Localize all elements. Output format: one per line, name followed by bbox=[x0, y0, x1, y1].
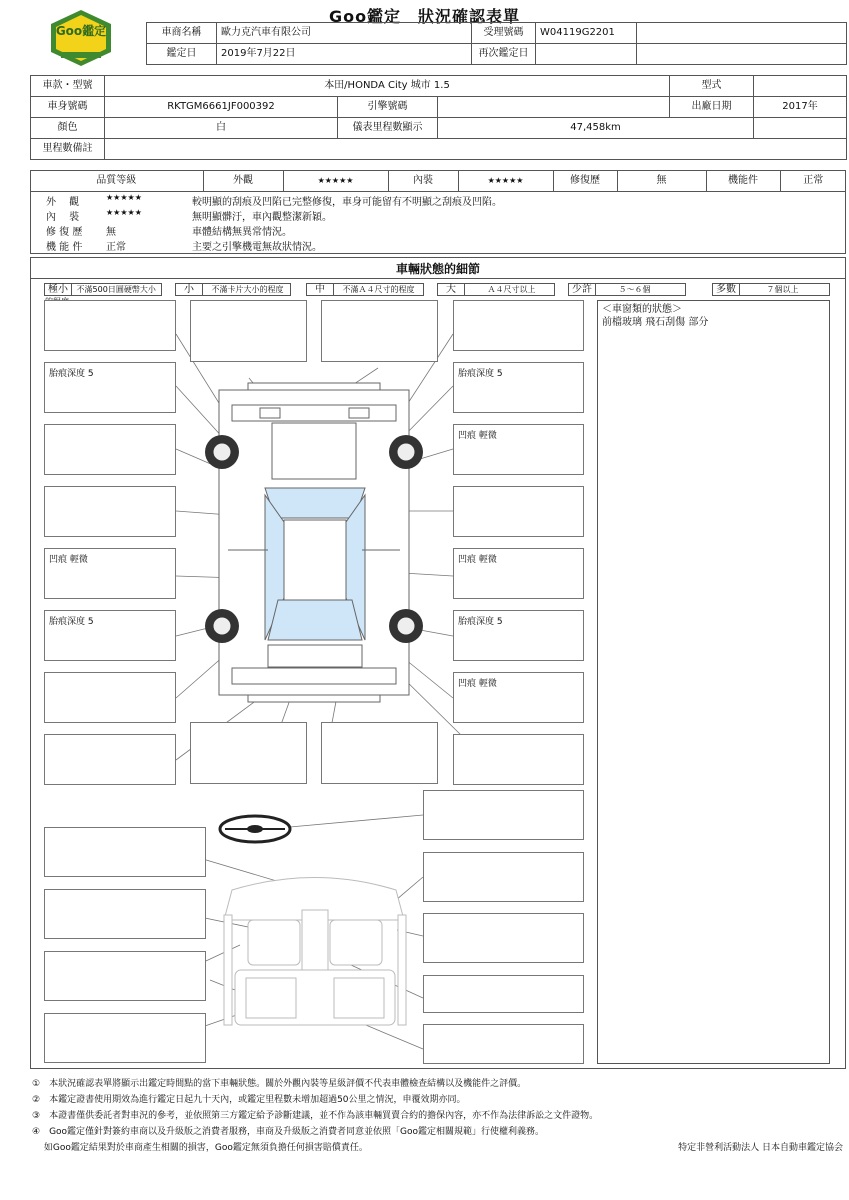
note-4: ④ Goo鑑定僅針對簽約車商以及升級版之消費者服務，車商及升級版之消費者同意並依照「Goo鑑定相關規範」行使權利義務。 bbox=[32, 1127, 545, 1137]
diagram-box-top-2 bbox=[321, 300, 438, 362]
note-2: ② 本鑑定證書使用期效為進行鑑定日起九十天內，或鑑定里程數未增加超過50公里之情況，申覆效期亦同。 bbox=[32, 1095, 466, 1105]
diagram-box-right-5 bbox=[453, 548, 584, 599]
box-text: 胎痕深度 5 bbox=[49, 617, 94, 627]
interior-box-left-4 bbox=[44, 1013, 206, 1063]
diagram-box-right-1 bbox=[453, 300, 584, 351]
legend-item-tiny: 極小 不滿500日圓硬幣大小 bbox=[44, 283, 162, 296]
year-value: 2017年 bbox=[754, 97, 847, 118]
diagram-box-left-7 bbox=[44, 672, 176, 723]
diagram-box-left-2 bbox=[44, 362, 176, 413]
windows-status-title: ＜車窗類的狀態＞ bbox=[602, 304, 682, 315]
diagram-box-left-4 bbox=[44, 486, 176, 537]
interior-box-right-4 bbox=[423, 975, 584, 1013]
detail-label: 外 觀 bbox=[46, 197, 80, 208]
function-label: 機能件 bbox=[706, 171, 780, 192]
color-value: 白 bbox=[105, 118, 338, 139]
date-value: 2019年7月22日 bbox=[217, 44, 472, 65]
diagram-box-bottom-1 bbox=[190, 722, 307, 784]
diagram-box-left-1 bbox=[44, 300, 176, 351]
interior-box-left-3 bbox=[44, 951, 206, 1001]
detail-label: 內 裝 bbox=[46, 212, 80, 223]
diagram-box-left-3 bbox=[44, 424, 176, 475]
grade-label: 品質等級 bbox=[30, 171, 203, 192]
next-date-label: 再次鑑定日 bbox=[472, 44, 536, 65]
interior-box-left-1 bbox=[44, 827, 206, 877]
diagram-box-left-8 bbox=[44, 734, 176, 785]
interior-box-left-2 bbox=[44, 889, 206, 939]
box-text: 凹痕 輕微 bbox=[49, 555, 88, 565]
box-text: 凹痕 輕微 bbox=[458, 431, 497, 441]
mileage-label: 儀表里程數顯示 bbox=[338, 118, 438, 139]
legend-item-small: 小 不滿卡片大小的程度 bbox=[175, 283, 291, 296]
receipt-label: 受理號碼 bbox=[472, 23, 536, 44]
diagram-box-right-2 bbox=[453, 362, 584, 413]
mileage-value: 47,458km bbox=[438, 118, 754, 139]
model-label: 車款・型號 bbox=[31, 76, 105, 97]
detail-label: 機 能 件 bbox=[46, 242, 83, 253]
legend-item-medium: 中 不滿Ａ４尺寸的程度 bbox=[306, 283, 424, 296]
repair-value: 無 bbox=[617, 171, 706, 192]
detail-desc: 主要之引擎機電無故狀情況。 bbox=[192, 242, 322, 253]
interior-value: ★★★★★ bbox=[458, 171, 553, 192]
legend-item-many: 多數 ７個以上 bbox=[712, 283, 830, 296]
note-5: 如Goo鑑定結果對於車商產生相關的損害，Goo鑑定無須負擔任何損害賠償責任。 bbox=[32, 1143, 368, 1153]
box-text: 胎痕深度 5 bbox=[49, 369, 94, 379]
windows-status-text: 前檔玻璃 飛石刮傷 部分 bbox=[602, 317, 709, 328]
diagram-box-left-5 bbox=[44, 548, 176, 599]
detail-value: ★★★★★ bbox=[106, 193, 142, 202]
detail-title: 車輛狀態的細節 bbox=[30, 259, 846, 279]
car-top-view bbox=[219, 383, 409, 702]
color-label: 顏色 bbox=[31, 118, 105, 139]
exterior-label: 外觀 bbox=[203, 171, 283, 192]
detail-label: 修 復 歷 bbox=[46, 227, 83, 238]
vin-value: RKTGM6661JF000392 bbox=[105, 97, 338, 118]
function-value: 正常 bbox=[780, 171, 846, 192]
detail-desc: 無明顯髒汙，車內觀整潔新穎。 bbox=[192, 212, 332, 223]
box-text: 胎痕深度 5 bbox=[458, 369, 503, 379]
page-title: Goo鑑定 狀況確認表單 bbox=[328, 7, 521, 26]
dealer-label: 車商名稱 bbox=[147, 23, 217, 44]
engine-label: 引擎號碼 bbox=[338, 97, 438, 118]
date-label: 鑑定日 bbox=[147, 44, 217, 65]
interior-box-right-1 bbox=[423, 790, 584, 840]
steering-wheel-icon bbox=[220, 816, 290, 842]
legend-item-few: 少許 ５～６個 bbox=[568, 283, 686, 296]
vin-label: 車身號碼 bbox=[31, 97, 105, 118]
footer-org: 特定非營利活動法人 日本自動車鑑定協会 bbox=[678, 1143, 843, 1153]
box-text: 胎痕深度 5 bbox=[458, 617, 503, 627]
detail-value: 無 bbox=[106, 227, 116, 238]
type-label: 型式 bbox=[670, 76, 754, 97]
diagram-box-right-6 bbox=[453, 610, 584, 661]
exterior-value: ★★★★★ bbox=[283, 171, 388, 192]
note-3: ③ 本證書僅供委託者對車況的參考，並依照第三方鑑定給予診斷建議，並不作為該車輛買賣合約的擔保內容，亦不作為法律訴訟之文件證物。 bbox=[32, 1111, 599, 1121]
interior-box-right-2 bbox=[423, 852, 584, 902]
logo-text: Goo鑑定 bbox=[55, 24, 107, 38]
note-1: ① 本狀況確認表單將顯示出鑑定時間點的當下車輛狀態。關於外觀內裝等星級評價不代表車體檢查結構以及機能件之評價。 bbox=[32, 1079, 527, 1089]
diagram-box-right-4 bbox=[453, 486, 584, 537]
diagram-box-right-7 bbox=[453, 672, 584, 723]
dealer-value: 歐力克汽車有限公司 bbox=[217, 23, 472, 44]
detail-value: ★★★★★ bbox=[106, 208, 142, 217]
detail-value: 正常 bbox=[106, 242, 126, 253]
interior-label: 內裝 bbox=[388, 171, 458, 192]
detail-desc: 車體結構無異常情況。 bbox=[192, 227, 292, 238]
interior-view bbox=[224, 878, 406, 1026]
year-label: 出廠日期 bbox=[670, 97, 754, 118]
interior-box-right-3 bbox=[423, 913, 584, 963]
diagram-box-right-3 bbox=[453, 424, 584, 475]
box-text: 凹痕 輕微 bbox=[458, 555, 497, 565]
model-value: 本田/HONDA City 城市 1.5 bbox=[105, 76, 670, 97]
detail-desc: 較明顯的刮痕及凹陷已完整修復，車身可能留有不明顯之刮痕及凹陷。 bbox=[192, 197, 502, 208]
interior-box-right-5 bbox=[423, 1024, 584, 1064]
mileage-note-label: 里程數備註 bbox=[31, 139, 105, 160]
diagram-box-bottom-2 bbox=[321, 722, 438, 784]
diagram-box-top-1 bbox=[190, 300, 307, 362]
diagram-box-left-6 bbox=[44, 610, 176, 661]
receipt-value: W04119G2201 bbox=[536, 23, 637, 44]
repair-label: 修復歷 bbox=[553, 171, 617, 192]
diagram-box-right-8 bbox=[453, 734, 584, 785]
box-text: 凹痕 輕微 bbox=[458, 679, 497, 689]
legend-item-large: 大 Ａ４尺寸以上 bbox=[437, 283, 555, 296]
